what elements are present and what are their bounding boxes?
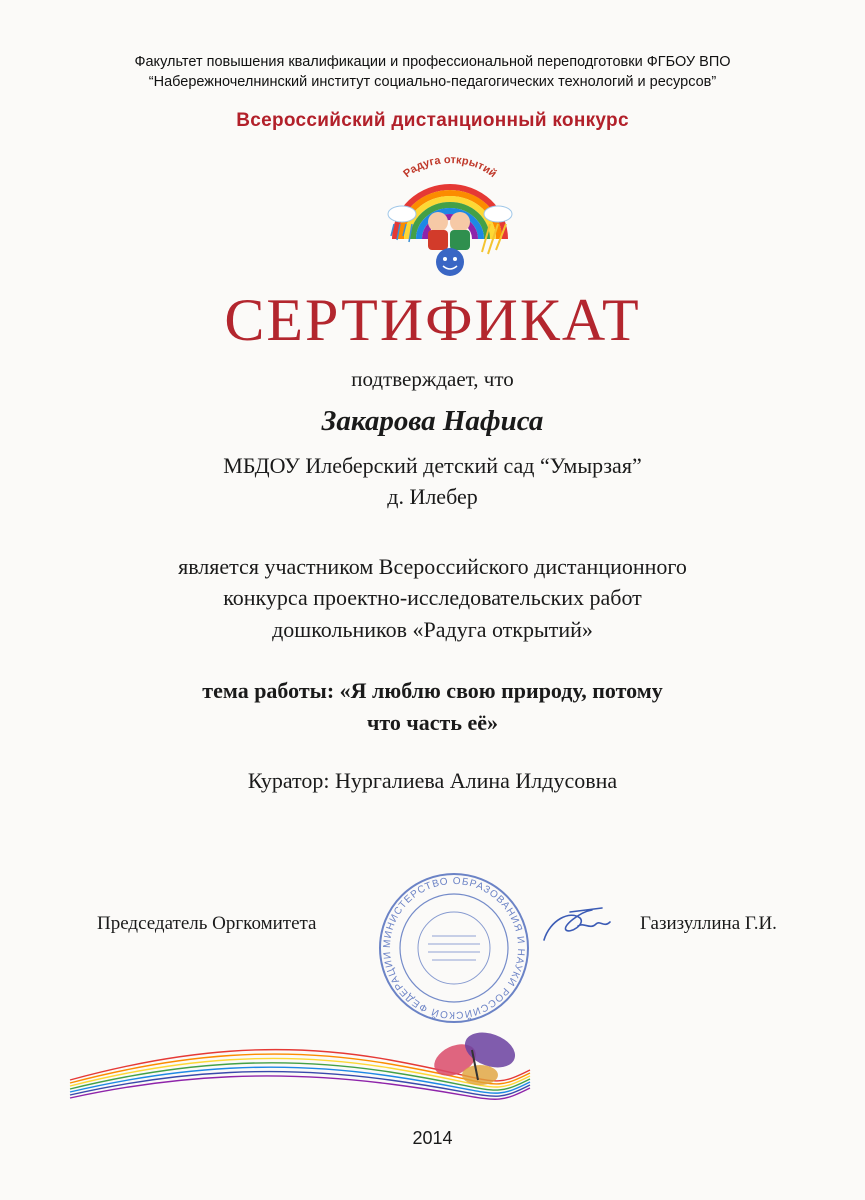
- topic-line-1: тема работы: «Я люблю свою природу, потому: [202, 678, 663, 703]
- butterfly-icon: [429, 1026, 520, 1085]
- contest-title: Всероссийский дистанционный конкурс: [236, 110, 629, 131]
- participation-line-1: является участником Всероссийского дистанционного: [178, 554, 687, 579]
- signature-icon: [540, 900, 620, 955]
- certificate-title: СЕРТИФИКАТ: [224, 287, 641, 353]
- faculty-header-line-2: “Набережночелнинский институт социально-педагогических технологий и ресурсов”: [148, 74, 717, 90]
- confirms-text: подтверждает, что: [351, 367, 514, 391]
- chair-label: Председатель Оргкомитета: [97, 913, 317, 934]
- curator-line: Куратор: Нургалиева Алина Илдусовна: [247, 768, 618, 793]
- locality-name: д. Илебер: [387, 484, 478, 509]
- svg-text:Радуга открытий: Радуга открытий: [401, 154, 499, 181]
- official-stamp-icon: [376, 870, 532, 1026]
- chair-name: Газизуллина Г.И.: [640, 913, 777, 934]
- participation-line-3: дошкольников «Радуга открытий»: [272, 617, 593, 642]
- topic-line-2: что часть её»: [366, 710, 499, 735]
- recipient-name: Закарова Нафиса: [321, 405, 544, 437]
- svg-text:МИНИСТЕРСТВО ОБРАЗОВАНИЯ И НАУ: МИНИСТЕРСТВО ОБРАЗОВАНИЯ И НАУКИ РОССИЙСКОЙ ФЕДЕРАЦИИ: [381, 875, 527, 1021]
- organization-name: МБДОУ Илеберский детский сад “Умырзая”: [223, 453, 642, 478]
- participation-line-2: конкурса проектно-исследовательских работ: [223, 585, 642, 610]
- faculty-header-line-1: Факультет повышения квалификации и профессиональной переподготовки ФГБОУ ВПО: [134, 54, 731, 70]
- rainbow-ribbon-decoration: [60, 1020, 580, 1120]
- certificate-year: 2014: [412, 1128, 453, 1148]
- rainbow-logo-icon: [380, 144, 520, 284]
